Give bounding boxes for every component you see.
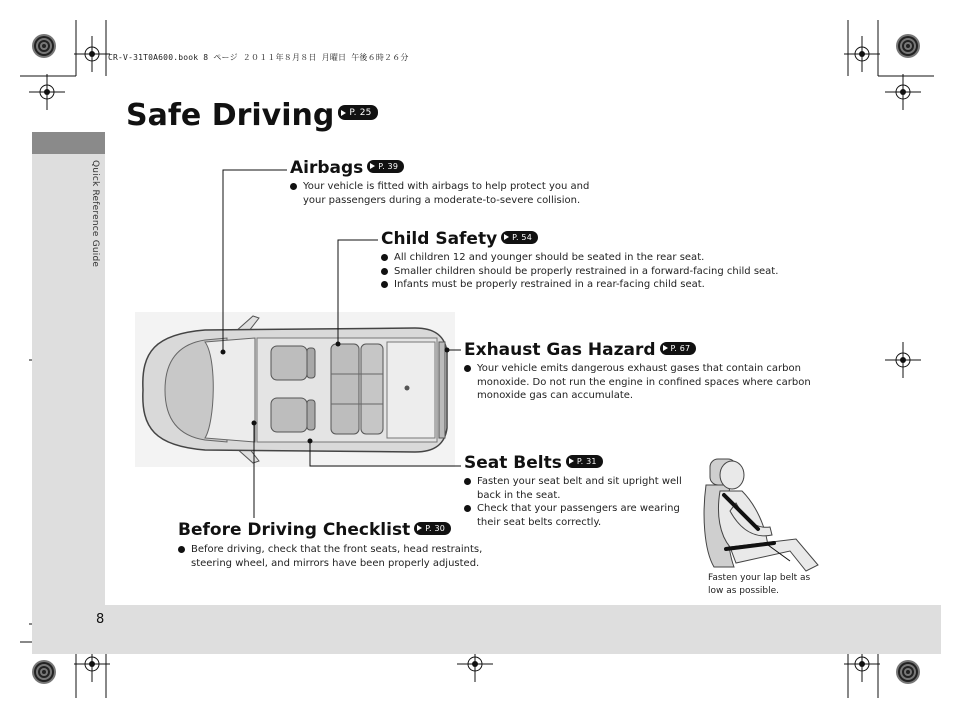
page-title-text: Safe Driving: [126, 98, 335, 133]
exhaust-bullets: [464, 362, 828, 403]
registration-mark-icon: [74, 36, 110, 72]
reference-label: P. 67: [670, 343, 691, 353]
airbags-reference[interactable]: [367, 160, 404, 173]
section-title-exhaust-gas-hazard: [464, 340, 696, 360]
section-title-airbags: [290, 158, 404, 178]
bullet-item: Fasten your seat belt and sit upright well back in the seat.: [464, 475, 694, 502]
color-target-icon: [32, 660, 56, 684]
page-reference-arrow-icon: [370, 163, 375, 169]
child-safety-title-text: Child Safety: [381, 229, 498, 249]
section-title-child-safety: [381, 229, 538, 249]
sidebar-tab: [32, 132, 105, 154]
bullet-item: Your vehicle emits dangerous exhaust gases that contain carbon monoxide. Do not run the engine in confined spaces where carbon monoxide gas can accumulate.: [464, 362, 828, 403]
checklist-reference[interactable]: [414, 522, 451, 535]
reference-label: P. 25: [349, 107, 372, 118]
exhaust-reference[interactable]: [660, 342, 697, 355]
seat-belts-bullets: [464, 475, 694, 529]
seat-belts-title-text: Seat Belts: [464, 453, 562, 473]
page-reference-arrow-icon: [504, 234, 509, 240]
page-reference-arrow-icon: [341, 110, 346, 116]
print-header: CR-V-31T0A600.book 8 ページ ２０１１年８月８日 月曜日 午後６時２６分: [108, 53, 409, 62]
reference-label: P. 54: [512, 232, 533, 242]
bullet-item: Check that your passengers are wearing their seat belts correctly.: [464, 502, 694, 529]
page-number: 8: [96, 612, 105, 627]
checklist-title-text: Before Driving Checklist: [178, 520, 411, 540]
bullet-item: Your vehicle is fitted with airbags to help protect you and your passengers during a moderate-to-severe collision.: [290, 180, 606, 207]
exhaust-title-text: Exhaust Gas Hazard: [464, 340, 656, 360]
page-reference-arrow-icon: [663, 345, 668, 351]
sidebar-label: Quick Reference Guide: [90, 160, 100, 268]
section-title-seat-belts: [464, 453, 603, 473]
registration-mark-icon: [885, 74, 921, 110]
page-reference-arrow-icon: [569, 458, 574, 464]
seated-person-seatbelt-illustration: [696, 455, 826, 573]
color-target-icon: [32, 34, 56, 58]
car-top-view-illustration: [135, 312, 455, 467]
bullet-item: Infants must be properly restrained in a rear-facing child seat.: [381, 278, 801, 292]
checklist-bullets: [178, 543, 493, 570]
color-target-icon: [896, 34, 920, 58]
bullet-item: Smaller children should be properly restrained in a forward-facing child seat.: [381, 265, 801, 279]
color-target-icon: [896, 660, 920, 684]
page-title-reference[interactable]: [338, 105, 377, 120]
airbags-title-text: Airbags: [290, 158, 364, 178]
seat-belts-reference[interactable]: [566, 455, 603, 468]
section-title-before-driving-checklist: [178, 520, 451, 540]
page-reference-arrow-icon: [417, 525, 422, 531]
registration-mark-icon: [29, 74, 65, 110]
registration-mark-icon: [844, 36, 880, 72]
reference-label: P. 39: [378, 161, 399, 171]
figure-caption: Fasten your lap belt as low as possible.: [708, 573, 811, 596]
bullet-item: All children 12 and younger should be seated in the rear seat.: [381, 251, 801, 265]
airbags-bullets: [290, 180, 606, 207]
reference-label: P. 31: [576, 456, 597, 466]
page-title: [126, 98, 378, 133]
registration-mark-icon: [885, 342, 921, 378]
child-safety-bullets: [381, 251, 801, 292]
reference-label: P. 30: [425, 523, 446, 533]
child-safety-reference[interactable]: [501, 231, 538, 244]
bottom-band: [32, 605, 941, 654]
bullet-item: Before driving, check that the front seats, head restraints, steering wheel, and mirrors have been properly adjusted.: [178, 543, 493, 570]
